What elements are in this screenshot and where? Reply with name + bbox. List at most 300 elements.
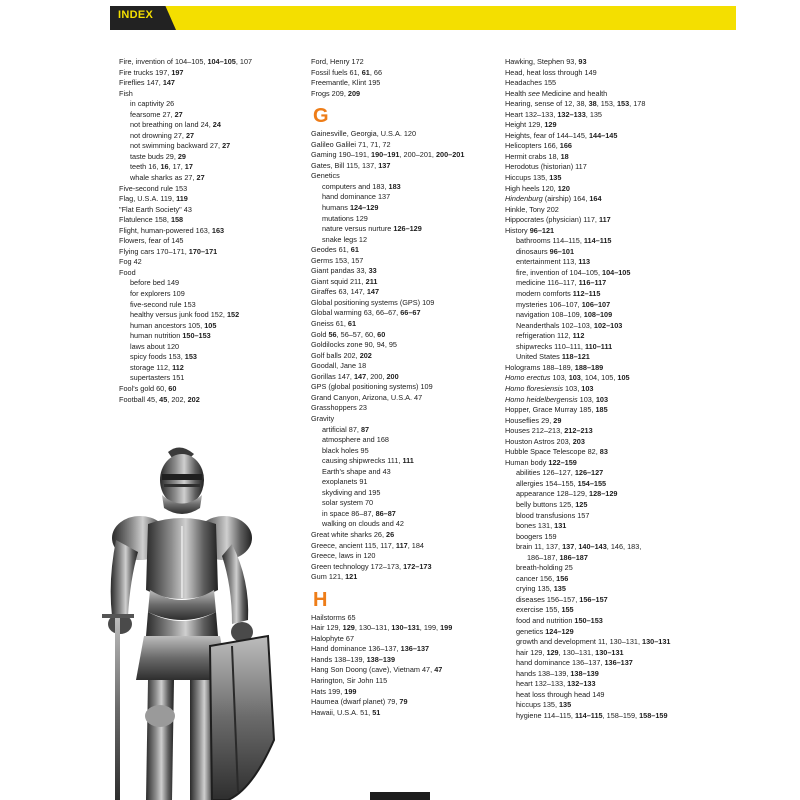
knight-armor-illustration (82, 440, 278, 800)
index-entry (311, 530, 497, 541)
index-subentry (505, 605, 700, 616)
page-ref-bold: 103 (595, 394, 609, 404)
page-ref-bold: 147 (366, 287, 380, 297)
entry-text: Health (505, 88, 529, 98)
entry-text: Football 45, (119, 394, 160, 404)
index-subentry (505, 700, 700, 711)
page-ref-bold: 120 (557, 183, 570, 193)
page-ref-bold: 138–139 (366, 654, 396, 664)
page-ref-bold: 113 (578, 257, 591, 267)
page-ref-bold: 128–129 (589, 489, 618, 499)
page-ref-bold: 144–145 (588, 130, 618, 140)
entry-text: Food (119, 267, 136, 277)
index-entry (505, 215, 700, 226)
index-entry (505, 184, 700, 195)
index-entry (505, 395, 700, 406)
page-ref-bold: 47 (434, 665, 443, 675)
index-entry (119, 57, 299, 68)
entry-text: for explorers 109 (130, 289, 185, 299)
entry-text: cancer 156, (516, 573, 557, 583)
page-ref-bold: 61 (361, 67, 370, 77)
page-ref-bold: 130–131 (391, 623, 420, 633)
page-ref-bold: 79 (399, 697, 408, 707)
index-entry (311, 161, 497, 172)
index-subentry (119, 110, 299, 121)
page-ref-bold: 154–155 (577, 478, 607, 488)
index-entry (311, 697, 497, 708)
page-ref-bold: 164 (589, 194, 602, 204)
entry-text: , 130–131, (558, 647, 596, 657)
entry-text: Height 129, (505, 120, 545, 130)
section-letter: G (313, 105, 329, 128)
page-ref-bold: 156–157 (579, 594, 608, 604)
entry-text: Holograms 188–189, (505, 362, 575, 372)
entry-text: Hopper, Grace Murray 185, (505, 405, 596, 415)
page-ref-bold: 121 (345, 572, 358, 582)
page-ref-bold: 158–159 (639, 710, 668, 720)
index-entry (505, 57, 700, 68)
page-ref-bold: 33 (368, 266, 377, 276)
entry-text: diseases 156–157, (516, 594, 580, 604)
index-subentry (505, 553, 700, 564)
index-entry (311, 676, 497, 687)
index-entry (311, 129, 497, 140)
index-subentry (505, 574, 700, 585)
entry-text: growth and development 11, 130–131, (516, 637, 643, 647)
page-ref-bold: 211 (365, 276, 378, 286)
entry-text: Hands 138–139, (311, 654, 367, 664)
index-subentry (119, 363, 299, 374)
index-subentry (505, 542, 700, 553)
page-ref-bold: 135 (553, 584, 566, 594)
entry-text: hygiene 114–115, (516, 710, 575, 720)
page-ref-bold: 29 (177, 151, 186, 161)
section-letter: H (313, 588, 328, 611)
index-entry (505, 120, 700, 131)
index-subentry (505, 521, 700, 532)
index-subentry (505, 268, 700, 279)
entry-text: allergies 154–155, (516, 478, 578, 488)
index-subentry (311, 477, 497, 488)
entry-text: Flatulence 158, (119, 215, 171, 225)
index-subentry (311, 235, 497, 246)
page-ref-bold: 188–189 (574, 362, 604, 372)
entry-text: 103, (577, 394, 596, 404)
page-ref-bold: 26 (386, 529, 395, 539)
page-ref-bold: 131 (554, 521, 567, 531)
entry-text: fearsome 27, (130, 109, 175, 119)
index-entry (505, 384, 700, 395)
entry-text: Hubble Space Telescope 82, (505, 447, 600, 457)
index-entry (505, 416, 700, 427)
entry-text: Headaches 155 (505, 78, 557, 88)
entry-text: Flowers, fear of 145 (119, 236, 184, 246)
index-entry (505, 363, 700, 374)
index-subentry (119, 352, 299, 363)
entry-text: Golf balls 202, (311, 350, 360, 360)
entry-text: brain 11, 137, (516, 542, 563, 552)
index-entry (311, 613, 497, 624)
entry-text: computers and 183, (322, 181, 389, 191)
index-entry (505, 173, 700, 184)
entry-text: Goodall, Jane 18 (311, 361, 367, 371)
entry-text: humans (322, 203, 350, 213)
index-entry (311, 393, 497, 404)
entry-text: genetics (516, 626, 546, 636)
entry-text: Fog 42 (119, 257, 142, 267)
italic-text: Homo erectus (505, 373, 551, 383)
entry-text: abilities 126–127, (516, 468, 575, 478)
index-subentry (505, 247, 700, 258)
entry-text: 186–187, (527, 552, 560, 562)
entry-text: Fire, invention of 104–105, (119, 57, 208, 66)
index-column-1 (119, 57, 299, 405)
page-ref-bold: 153 (184, 352, 197, 362)
page-ref-bold: 153 (616, 99, 630, 109)
page-ref-bold: 155 (561, 605, 574, 615)
entry-text: Hearing, sense of 12, 38, (505, 99, 589, 109)
entry-text: storage 112, (130, 362, 173, 372)
entry-text: before bed 149 (130, 278, 180, 288)
entry-text: History (505, 225, 530, 235)
page-ref-bold: 136–137 (604, 658, 633, 668)
page-ref-bold: 138–139 (570, 668, 599, 678)
index-entry (505, 152, 700, 163)
index-entry (505, 78, 700, 89)
page-ref-bold: 132–133 (567, 679, 596, 689)
index-subentry (505, 511, 700, 522)
entry-text: in space 86–87, (322, 508, 376, 518)
page-ref-bold: 158 (170, 215, 184, 225)
page-ref-bold: 104–105 (602, 267, 631, 277)
entry-text: taste buds 29, (130, 151, 178, 161)
entry-text: Freemantle, Klint 195 (311, 78, 381, 88)
index-entry (311, 665, 497, 676)
entry-text: , 130–131, (354, 623, 392, 633)
index-subentry (505, 342, 700, 353)
index-subentry (311, 467, 497, 478)
page-ref-bold: 129 (544, 120, 557, 130)
page-ref-bold: 45 (159, 394, 168, 404)
page-ref-bold: 61 (350, 245, 359, 255)
index-entry (119, 215, 299, 226)
page-ref-bold: 150–153 (574, 615, 603, 625)
entry-text: walking on clouds and 42 (322, 519, 404, 529)
entry-text: hands 138–139, (516, 668, 571, 678)
index-subentry (505, 690, 700, 701)
page-ref-bold: 200–201 (436, 150, 465, 160)
index-entry (311, 266, 497, 277)
entry-text: Hinkle, Tony 202 (505, 204, 559, 214)
index-entry (311, 361, 497, 372)
page-ref-bold: 203 (572, 436, 585, 446)
entry-text: Grasshoppers 23 (311, 403, 367, 413)
index-entry (505, 110, 700, 121)
page-ref-bold: 116–117 (578, 278, 607, 288)
index-subentry (311, 519, 497, 530)
index-entry (311, 562, 497, 573)
entry-text: dinosaurs (516, 246, 550, 256)
entry-text: Gravity (311, 413, 335, 423)
index-entry (505, 131, 700, 142)
entry-text: fire, invention of 104–105, (516, 267, 603, 277)
entry-text: Fool's gold 60, (119, 383, 169, 393)
index-subentry (505, 532, 700, 543)
page-ref-bold: 122–159 (548, 457, 577, 467)
entry-text: Flying cars 170–171, (119, 246, 189, 256)
index-entry (311, 89, 497, 100)
index-entry (119, 257, 299, 268)
index-subentry (505, 584, 700, 595)
entry-text: human nutrition (130, 331, 183, 341)
entry-text: Head, heat loss through 149 (505, 67, 597, 77)
page-ref-bold: 112 (172, 362, 184, 372)
entry-text: , 202, (167, 394, 188, 404)
entry-text: Harington, Sir John 115 (311, 675, 388, 685)
italic-text: Hindenburg (505, 194, 543, 204)
page-ref-bold: 199 (440, 623, 453, 633)
index-entry (311, 634, 497, 645)
entry-text: heat loss through head 149 (516, 689, 605, 699)
index-subentry (119, 278, 299, 289)
index-subentry (311, 488, 497, 499)
entry-text: hair 129, (516, 647, 547, 657)
entry-text: skydiving and 195 (322, 487, 381, 497)
index-subentry (119, 120, 299, 131)
index-entry (505, 458, 700, 469)
index-entry (119, 194, 299, 205)
index-entry (505, 405, 700, 416)
index-subentry (119, 300, 299, 311)
index-subentry (505, 300, 700, 311)
entry-text: Medicine and health (539, 88, 608, 98)
entry-text: supertasters 151 (130, 373, 185, 383)
entry-text: not breathing on land 24, (130, 120, 213, 130)
entry-text: Great white sharks 26, (311, 529, 387, 539)
page-ref-bold: 103 (568, 373, 581, 383)
index-entry (311, 687, 497, 698)
entry-text: United States (516, 352, 562, 362)
entry-text: exoplanets 91 (322, 477, 368, 487)
entry-text: Frogs 209, (311, 88, 348, 98)
entry-text: Houston Astros 203, (505, 436, 573, 446)
page-ref-bold: 130–131 (595, 647, 624, 657)
index-subentry (311, 214, 497, 225)
index-entry (311, 623, 497, 634)
index-subentry (505, 289, 700, 300)
page-ref-bold: 96–121 (529, 225, 555, 235)
page-ref-bold: 18 (560, 151, 569, 161)
index-subentry (505, 310, 700, 321)
entry-text: not swimming backward 27, (130, 141, 223, 151)
entry-text: 103, (563, 383, 582, 393)
entry-text: , 153, (596, 99, 617, 109)
index-subentry (119, 373, 299, 384)
index-subentry (311, 182, 497, 193)
page-ref-bold: 136–137 (400, 644, 430, 654)
page-ref-bold: 111 (402, 456, 414, 466)
entry-text: Hermit crabs 18, (505, 151, 561, 161)
entry-text: Hawking, Stephen 93, (505, 57, 579, 66)
index-entry (311, 372, 497, 383)
entry-text: Giraffes 63, 147, (311, 287, 367, 297)
index-subentry (505, 236, 700, 247)
entry-text: Neanderthals 102–103, (516, 320, 594, 330)
page-ref-bold: 93 (578, 57, 587, 66)
page-ref-bold: 209 (347, 88, 361, 98)
index-entry (311, 351, 497, 362)
index-subentry (505, 648, 700, 659)
page-ref-bold: 186–187 (559, 552, 588, 562)
entry-text: Global warming 63, 66–67, (311, 308, 401, 318)
page-ref-bold: 38 (588, 99, 597, 109)
index-column-3 (505, 57, 700, 721)
index-subentry (505, 479, 700, 490)
index-entry (311, 287, 497, 298)
page-ref-bold: 103 (581, 383, 594, 393)
page-ref-bold: 156 (556, 573, 569, 583)
index-entry (311, 319, 497, 330)
italic-text: Homo heidelbergensis (505, 394, 578, 404)
index-subentry (119, 131, 299, 142)
index-entry (505, 89, 700, 100)
entry-text: navigation 108–109, (516, 310, 584, 320)
page-ref-bold: 114–115 (574, 710, 603, 720)
index-subentry (311, 224, 497, 235)
entry-text: hand dominance 137 (322, 192, 391, 202)
page-ref-bold: 17 (184, 162, 193, 172)
page-ref-bold: 163 (211, 225, 225, 235)
page-ref-bold: 185 (595, 405, 608, 415)
index-entry (311, 551, 497, 562)
page-ref-bold: 112 (572, 331, 585, 341)
index-entry (311, 298, 497, 309)
index-entry (311, 655, 497, 666)
page-ref-bold: 124–129 (350, 203, 379, 213)
index-subentry (505, 658, 700, 669)
index-entry (119, 226, 299, 237)
entry-text: , 56–57, 60, (336, 329, 378, 339)
index-subentry (505, 637, 700, 648)
index-entry (311, 382, 497, 393)
index-entry (311, 340, 497, 351)
entry-text: bones 131, (516, 521, 555, 531)
entry-text: crying 135, (516, 584, 554, 594)
entry-text: black holes 95 (322, 445, 369, 455)
entry-text: Hair 129, (311, 623, 343, 633)
entry-text: Fish (119, 88, 133, 98)
page-ref-bold: 147 (162, 78, 175, 88)
page-ref-bold: 130–131 (642, 637, 671, 647)
index-entry (119, 384, 299, 395)
page-ref-bold: 170–171 (188, 246, 218, 256)
page-ref-bold: 119 (176, 194, 188, 204)
page-ref-bold: 152 (226, 310, 240, 320)
entry-text: Fireflies 147, (119, 78, 163, 88)
index-entry (119, 268, 299, 279)
index-subentry (505, 321, 700, 332)
index-entry (119, 68, 299, 79)
entry-text: , 146, 183, (606, 542, 642, 552)
entry-text: Fire trucks 197, (119, 67, 172, 77)
entry-text: breath-holding 25 (516, 563, 573, 573)
entry-text: , (574, 542, 579, 552)
entry-text: Gates, Bill 115, 137, (311, 160, 379, 170)
index-subentry (505, 257, 700, 268)
entry-text: Hippocrates (physician) 117, (505, 215, 599, 225)
entry-text: Houseflies 29, (505, 415, 554, 425)
entry-text: not drowning 27, (130, 130, 186, 140)
entry-text: Gaming 190–191, (311, 150, 372, 160)
index-subentry (505, 563, 700, 574)
entry-text: appearance 128–129, (516, 489, 590, 499)
page-ref-bold: 87 (360, 424, 370, 434)
entry-text: Heights, fear of 144–145, (505, 130, 589, 140)
page-ref-bold: 129 (546, 647, 559, 657)
entry-text: Earth's shape and 43 (322, 466, 391, 476)
entry-text: (airship) 164, (542, 194, 590, 204)
page-ref-bold: 132–133 (557, 109, 586, 119)
page-ref-bold: 197 (171, 67, 184, 77)
entry-text: boogers 159 (516, 531, 557, 541)
index-entry (311, 403, 497, 414)
entry-text: Helicopters 166, (505, 141, 560, 151)
header-bar (110, 6, 736, 30)
index-subentry (505, 331, 700, 342)
page-ref-bold: 83 (599, 447, 608, 457)
page-ref-bold: 125 (575, 499, 588, 509)
entry-text: belly buttons 125, (516, 499, 576, 509)
entry-text: Heart 132–133, (505, 109, 558, 119)
page-ref-bold: 200 (386, 371, 399, 381)
index-entry (119, 89, 299, 100)
entry-text: healthy versus junk food 152, (130, 310, 227, 320)
entry-text: GPS (global positioning systems) 109 (311, 382, 433, 392)
entry-text: solar system 70 (322, 498, 374, 508)
index-entry (311, 140, 497, 151)
index-subentry (119, 99, 299, 110)
page-ref-bold: 29 (553, 415, 562, 425)
index-subentry (505, 616, 700, 627)
entry-text: whale sharks as 27, (130, 173, 197, 183)
page-ref-bold: 66–67 (400, 308, 421, 318)
page-ref-bold: 60 (377, 329, 386, 339)
index-subentry (505, 489, 700, 500)
page-ref-bold: 183 (388, 181, 401, 191)
entry-text: bathrooms 114–115, (516, 236, 584, 246)
entry-text: mysteries 106–107, (516, 299, 582, 309)
index-subentry (119, 141, 299, 152)
index-entry (119, 78, 299, 89)
page-ref-bold: 129 (342, 623, 355, 633)
entry-text: five-second rule 153 (130, 299, 196, 309)
entry-text: medicine 116–117, (516, 278, 579, 288)
entry-text: nature versus nurture (322, 224, 394, 234)
entry-text: entertainment 113, (516, 257, 579, 267)
page-ref-bold: 126–127 (574, 468, 604, 478)
index-subentry (311, 203, 497, 214)
page-ref-bold: 16 (160, 162, 169, 172)
index-entry (311, 245, 497, 256)
entry-text: Giant pandas 33, (311, 266, 369, 276)
index-subentry (119, 321, 299, 332)
index-entry (311, 330, 497, 341)
index-subentry (119, 162, 299, 173)
entry-text: "Flat Earth Society" 43 (119, 204, 192, 214)
entry-text: teeth 16, (130, 162, 161, 172)
index-entry (311, 57, 497, 68)
entry-text: spicy foods 153, (130, 352, 185, 362)
